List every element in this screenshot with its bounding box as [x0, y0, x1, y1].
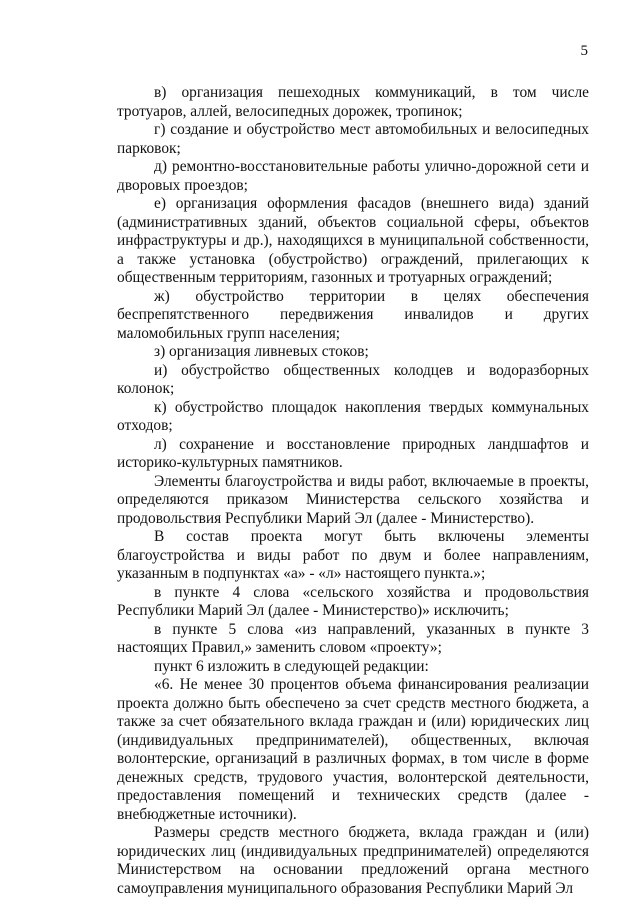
paragraph-point-4-amendment: в пункте 4 слова «сельского хозяйства и продовольствия Республики Марий Эл (далее - Министерство)» исключить; — [117, 583, 589, 619]
paragraph-point-5-amendment: в пункте 5 слова «из направлений, указанных в пункте 3 настоящих Правил,» заменить словом «проекту»; — [117, 620, 589, 656]
paragraph-item-z: з) организация ливневых стоков; — [154, 343, 369, 360]
paragraph-funding-amounts: Размеры средств местного бюджета, вклада граждан и (или) юридических лиц (индивидуальных предпринимателей) определяются Министерством на основании предложений органа местного самоуправления муниципального образования Республики Марий Эл — [117, 824, 589, 897]
paragraph-item-l: л) сохранение и восстановление природных ландшафтов и историко-культурных памятников. — [117, 435, 589, 471]
paragraph-point-6-intro: пункт 6 изложить в следующей редакции: — [154, 657, 429, 675]
paragraph-item-i: и) обустройство общественных колодцев и водоразборных колонок; — [117, 361, 589, 397]
paragraph-project-composition: В состав проекта могут быть включены элементы благоустройства и виды работ по двум и более направлениям, указанным в подпунктах «а» - «л» настоящего пункта.»; — [117, 528, 589, 582]
paragraph-item-d: д) ремонтно-восстановительные работы улично-дорожной сети и дворовых проездов; — [117, 158, 589, 194]
paragraph-item-g: г) создание и обустройство мест автомобильных и велосипедных парковок; — [117, 121, 589, 157]
paragraph-point-6-text: «6. Не менее 30 процентов объема финансирования реализации проекта должно быть обеспечено за счет средств местного бюджета, а также за счет обязательного вклада граждан и (или) юридических лиц (индивидуальных предпринимателей), общественных, включая волонтерские, организаций в различных формах, в том числе в форме денежных средств, трудового участия, волонтерской деятельности, предоставления помещений и технических средств (далее - внебюджетные источники). — [117, 676, 589, 823]
document-body — [117, 84, 589, 898]
paragraph-item-k: к) обустройство площадок накопления твердых коммунальных отходов; — [117, 398, 589, 434]
paragraph-item-zh: ж) обустройство территории в целях обеспечения беспрепятственного передвижения инвалидов и других маломобильных групп населения; — [117, 287, 589, 342]
page-number: 5 — [580, 43, 588, 59]
paragraph-elements-definition: Элементы благоустройства и виды работ, включаемые в проекты, определяются приказом Министерства сельского хозяйства и продовольствия Республики Марий Эл (далее - Министерство). — [117, 472, 589, 527]
paragraph-item-e: е) организация оформления фасадов (внешнего вида) зданий (административных зданий, объектов социальной сферы, объектов инфраструктуры и др.), находящихся в муниципальной собственности, а также установка (обустройство) ограждений, прилегающих к общественным территориям, газонных и тротуарных ограждений; — [117, 195, 589, 286]
paragraph-item-v: в) организация пешеходных коммуникаций, в том числе тротуаров, аллей, велосипедных дорожек, тропинок; — [117, 84, 589, 120]
